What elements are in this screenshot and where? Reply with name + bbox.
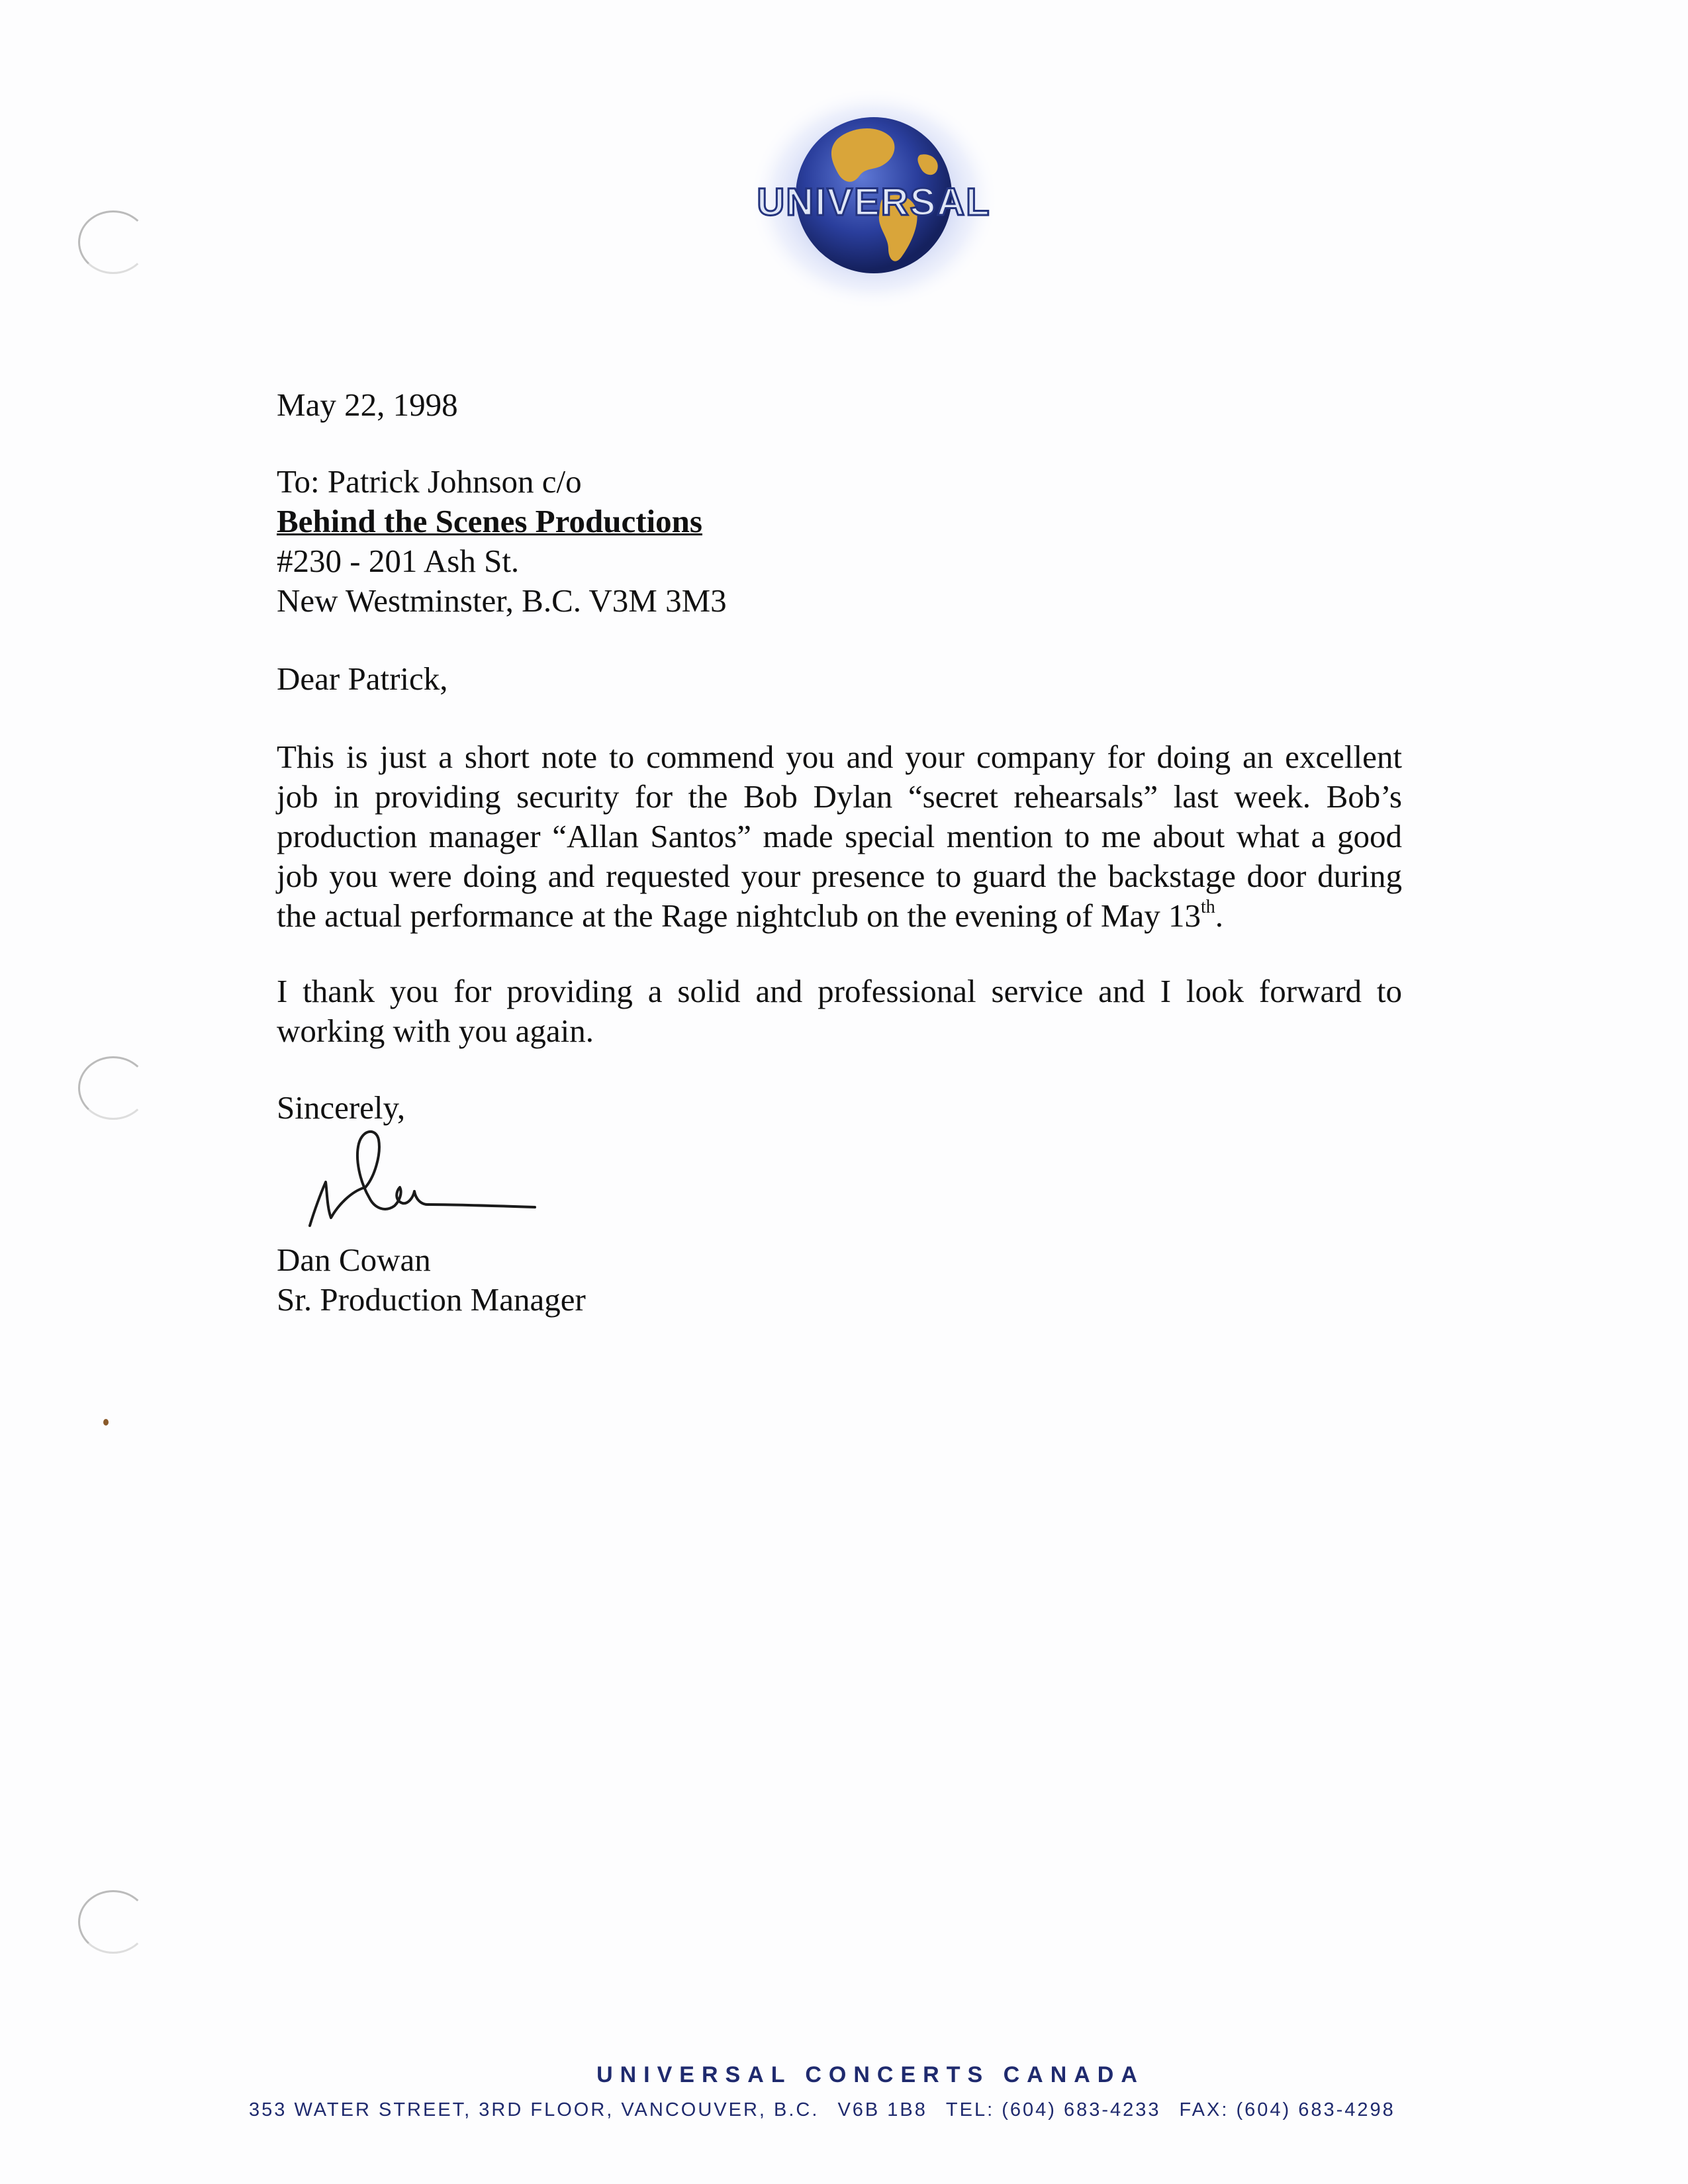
punch-hole-middle — [78, 1056, 148, 1120]
paragraph-line: job in providing security for the Bob Dylan “secret rehearsals” last week. Bob’s — [277, 778, 1402, 815]
footer-street: 353 WATER STREET, 3RD FLOOR, VANCOUVER, B.C. — [249, 2099, 820, 2120]
punch-hole-bottom — [78, 1890, 148, 1954]
universal-logo — [702, 86, 1046, 311]
footer-address-line — [249, 2099, 1395, 2121]
recipient-address-line1: #230 - 201 Ash St. — [277, 543, 520, 579]
body-paragraph-2 — [277, 972, 1402, 1051]
footer-postal: V6B 1B8 — [837, 2099, 927, 2120]
body-paragraph-1 — [277, 737, 1402, 936]
paragraph-last-line — [277, 896, 1402, 936]
letter-date: May 22, 1998 — [277, 387, 458, 423]
logo-wordmark: UNIVERSAL — [757, 181, 991, 224]
paragraph-line: job you were doing and requested your presence to guard the backstage door during — [277, 858, 1402, 894]
ordinal-suffix: th — [1201, 896, 1215, 917]
signer-title: Sr. Production Manager — [277, 1281, 586, 1318]
paragraph-last-line: working with you again. — [277, 1013, 594, 1049]
closing: Sincerely, — [277, 1089, 406, 1126]
recipient-address-line2: New Westminster, B.C. V3M 3M3 — [277, 582, 727, 619]
salutation: Dear Patrick, — [277, 660, 448, 697]
paragraph-period: . — [1215, 897, 1224, 934]
recipient-company: Behind the Scenes Productions — [277, 503, 702, 539]
paragraph-line-text: the actual performance at the Rage nightclub on the evening of May 13 — [277, 897, 1201, 934]
footer-company: UNIVERSAL CONCERTS CANADA — [596, 2062, 1145, 2087]
handwritten-signature — [297, 1113, 548, 1239]
punch-hole-top — [78, 210, 148, 274]
recipient-address — [277, 462, 727, 621]
paragraph-line: I thank you for providing a solid and professional service and I look forward to — [277, 973, 1402, 1009]
recipient-to-line: To: Patrick Johnson c/o — [277, 463, 582, 500]
paper-speck — [103, 1419, 109, 1426]
paragraph-line: This is just a short note to commend you and your company for doing an excellent — [277, 739, 1402, 775]
signer-name: Dan Cowan — [277, 1242, 431, 1278]
footer-tel: TEL: (604) 683-4233 — [945, 2099, 1161, 2120]
paragraph-line: production manager “Allan Santos” made special mention to me about what a good — [277, 818, 1402, 854]
footer-fax: FAX: (604) 683-4298 — [1179, 2099, 1395, 2120]
signer-block — [277, 1240, 586, 1320]
